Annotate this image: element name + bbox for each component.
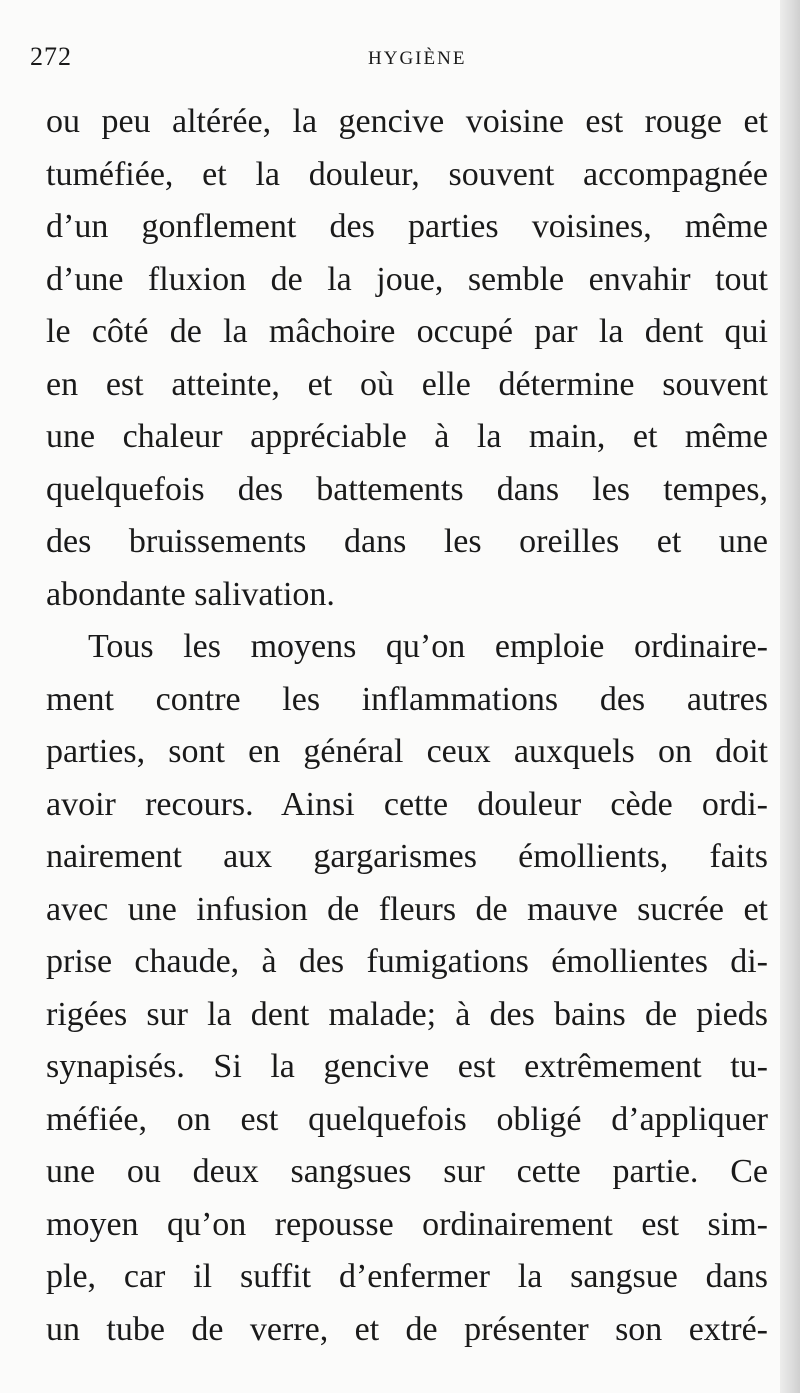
text-line: un tube de verre, et de présenter son extré- <box>46 1310 768 1348</box>
text-line: nairement aux gargarismes émollients, faits <box>46 838 768 875</box>
text-line: prise chaude, à des fumigations émollientes di- <box>46 943 768 980</box>
text-line: abondante salivation. <box>46 575 335 613</box>
text-line: avoir recours. Ainsi cette douleur cède ordi- <box>46 785 768 823</box>
text-line: méfiée, on est quelquefois obligé d’appliquer <box>46 1100 768 1138</box>
text-line: parties, sont en général ceux auxquels on doit <box>46 733 768 770</box>
text-line: avec une infusion de fleurs de mauve sucrée et <box>46 890 768 928</box>
page-number: 272 <box>30 42 72 71</box>
text-line: une chaleur appréciable à la main, et même <box>46 418 768 455</box>
page-header <box>30 42 770 82</box>
text-line: Tous les moyens qu’on emploie ordinaire- <box>88 628 768 665</box>
text-line: moyen qu’on repousse ordinairement est sim- <box>46 1205 768 1243</box>
text-line: d’une fluxion de la joue, semble envahir tout <box>46 260 768 298</box>
text-line: une ou deux sangsues sur cette partie. Ce <box>46 1153 768 1190</box>
text-line: quelquefois des battements dans les tempes, <box>46 470 768 508</box>
text-line: ou peu altérée, la gencive voisine est rouge et <box>46 103 768 140</box>
text-line: en est atteinte, et où elle détermine souvent <box>46 365 768 403</box>
text-line: tuméfiée, et la douleur, souvent accompagnée <box>46 155 768 193</box>
running-head: HYGIÈNE <box>368 48 467 69</box>
text-line: ment contre les inflammations des autres <box>46 680 768 718</box>
text-line: rigées sur la dent malade; à des bains de pieds <box>46 995 768 1033</box>
body-text <box>46 96 768 1356</box>
text-line: le côté de la mâchoire occupé par la dent qui <box>46 313 768 350</box>
text-line: synapisés. Si la gencive est extrêmement tu- <box>46 1048 768 1085</box>
text-line: des bruissements dans les oreilles et une <box>46 523 768 560</box>
page-edge-shadow <box>780 0 800 1393</box>
text-line: d’un gonflement des parties voisines, même <box>46 208 768 245</box>
text-line: ple, car il suffit d’enfermer la sangsue dans <box>46 1258 768 1295</box>
